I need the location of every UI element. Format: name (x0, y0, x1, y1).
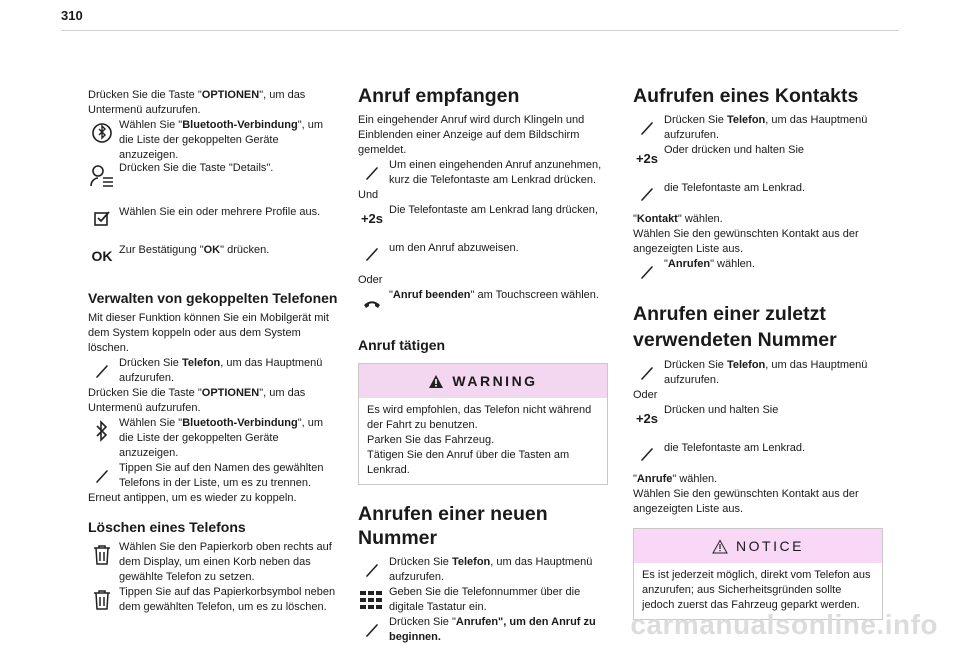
new-step-3 (358, 615, 608, 645)
contact-heading: Aufrufen eines Kontakts (633, 85, 859, 107)
text: Drücken Sie (389, 556, 452, 568)
trash-icon (88, 585, 116, 615)
header-rule (61, 30, 899, 31)
warning-body (359, 398, 607, 484)
options-term: OPTIONEN (201, 89, 260, 101)
text: ", um die Liste der gekoppelten Geräte anzuzeigen. (119, 417, 324, 459)
manage-step-tap (88, 461, 338, 491)
delete-text-1: Wählen Sie den Papierkorb oben rechts auf dem Display, um einen Korb neben das gewählte Telefon zu setzen. (119, 541, 332, 583)
notice-label: NOTICE (736, 537, 804, 554)
text: " wählen. (672, 473, 718, 485)
tap-pen-icon (358, 158, 386, 188)
call-heading: Anruf tätigen (358, 337, 446, 353)
new-number-heading: Anrufen einer neuen Nummer (358, 503, 548, 549)
manage-text: Mit dieser Funktion können Sie ein Mobilgerät mit dem System koppeln oder aus dem System löschen. (88, 312, 329, 354)
step-bluetooth (88, 118, 338, 163)
oder-label: Oder (633, 389, 658, 401)
receive-text: Ein eingehender Anruf wird durch Klingeln und Einblenden einer Anzeige auf dem Bildschirm gemeldet. (358, 114, 585, 156)
text: ", um die Liste der gekoppelten Geräte anzuzeigen. (119, 119, 324, 161)
recent-step-1 (633, 358, 883, 388)
manage-step-telefon (88, 356, 338, 386)
notice-icon (712, 539, 728, 554)
recent-anrufe (633, 472, 883, 487)
watermark: carmanualsonline.info (630, 609, 938, 640)
contact-text-3: die Telefontaste am Lenkrad. (664, 182, 806, 194)
telefon-term: Telefon (726, 359, 766, 371)
warning-line: Tätigen Sie den Anruf über die Tasten am Lenkrad. (367, 449, 570, 476)
details-text: Drücken Sie die Taste "Details". (119, 162, 274, 174)
delete-step-2 (88, 585, 338, 615)
contact-select: Wählen Sie den gewünschten Kontakt aus der angezeigten Liste aus. (633, 228, 859, 255)
notice-body: Es ist jederzeit möglich, direkt vom Telefon aus anzurufen; aus Sicherheitsgründen sollte jedoch zuerst das Fahrzeug geparkt werden. (642, 569, 871, 611)
column-1 (88, 88, 338, 615)
tap-pen-icon (88, 461, 116, 491)
steering-phone-button-icon: +2s (635, 410, 659, 426)
notice-box (633, 528, 883, 620)
tap-pen-icon (358, 615, 386, 645)
manage-step-bluetooth (88, 416, 338, 461)
text: Drücken Sie (664, 114, 727, 126)
text: , um das Hauptmenü aufzurufen. (664, 114, 868, 141)
text: " am Touchscreen wählen. (470, 289, 599, 301)
text: , um das Hauptmenü aufzurufen. (119, 357, 323, 384)
warning-box (358, 363, 608, 485)
text: " wählen. (710, 258, 755, 270)
notice-header (634, 529, 882, 563)
contact-step-1 (633, 113, 883, 143)
receive-step-1 (358, 158, 608, 188)
delete-heading: Löschen eines Telefons (88, 519, 246, 535)
text: , um das Hauptmenü aufzurufen. (664, 359, 868, 386)
delete-step-1 (88, 540, 338, 585)
tap-pen-icon (633, 358, 661, 388)
text: Wählen Sie " (119, 119, 183, 131)
recent-text-3: die Telefontaste am Lenkrad. (664, 442, 806, 454)
receive-heading: Anruf empfangen (358, 85, 520, 107)
warning-icon (428, 374, 444, 389)
details-icon (88, 161, 116, 191)
text: ", um das Untermenü aufzurufen. (88, 89, 306, 116)
ok-icon: OK (91, 247, 113, 264)
recent-heading: Anrufen einer zuletzt verwendeten Nummer (633, 303, 837, 351)
und-label: Und (358, 189, 379, 201)
receive-text-3: um den Anruf abzuweisen. (389, 242, 519, 254)
warning-line: Es wird empfohlen, das Telefon nicht während der Fahrt zu benutzen. (367, 404, 592, 431)
checkbox-icon (88, 203, 116, 233)
recent-select: Wählen Sie den gewünschten Kontakt aus der angezeigten Liste aus. (633, 488, 859, 515)
text: Drücken Sie die Taste " (88, 387, 202, 399)
tap-pen-icon (358, 239, 386, 269)
step-ok (88, 241, 338, 271)
warning-header (359, 364, 607, 398)
manage-heading: Verwalten von gekoppelten Telefonen (88, 290, 338, 306)
new-step-1 (358, 555, 608, 585)
text: " (664, 258, 668, 270)
contact-step-anrufen (633, 257, 883, 287)
anrufen-term: Anrufen", um den Anruf zu beginnen. (389, 616, 596, 643)
contact-step-2 (633, 143, 883, 173)
recent-text-2: Drücken und halten Sie (664, 404, 779, 416)
text: " (633, 213, 637, 225)
text: " (633, 473, 637, 485)
text: Drücken Sie (119, 357, 182, 369)
anrufe-term: Anrufe (636, 473, 673, 485)
bluetooth-term: Bluetooth-Verbindung (182, 119, 298, 131)
recent-step-3 (633, 439, 883, 469)
bluetooth-term: Bluetooth-Verbindung (182, 417, 298, 429)
trash-icon (88, 540, 116, 570)
step-details (88, 161, 338, 191)
manage-again: Erneut antippen, um es wieder zu koppeln. (88, 492, 297, 504)
page-number: 310 (61, 8, 83, 23)
text: " (389, 289, 393, 301)
tap-pen-icon (88, 356, 116, 386)
tap-pen-icon (358, 555, 386, 585)
options-paragraph (88, 88, 338, 118)
options-term: OPTIONEN (201, 387, 260, 399)
hang-up-icon (358, 288, 386, 318)
bluetooth-icon (88, 416, 116, 446)
receive-step-3 (358, 239, 608, 269)
contact-step-3 (633, 179, 883, 209)
steering-phone-button-icon: +2s (360, 210, 384, 226)
telefon-term: Telefon (181, 357, 221, 369)
anrufen-term: Anrufen (667, 258, 711, 270)
tap-text: Tippen Sie auf den Namen des gewählten Telefons in der Liste, um es zu trennen. (119, 462, 324, 489)
new-text-2: Geben Sie die Telefonnummer über die digitale Tastatur ein. (389, 586, 581, 613)
receive-step-2 (358, 203, 608, 233)
tap-pen-icon (633, 439, 661, 469)
recent-step-2 (633, 403, 883, 433)
receive-text-2: Die Telefontaste am Lenkrad lang drücken, (389, 204, 598, 216)
text: " wählen. (677, 213, 723, 225)
bluetooth-wifi-icon (88, 118, 116, 148)
text: Drücken Sie die Taste " (88, 89, 202, 101)
text: , um das Hauptmenü aufzurufen. (389, 556, 593, 583)
end-call-term: Anruf beenden (392, 289, 471, 301)
telefon-term: Telefon (726, 114, 766, 126)
manage-options (88, 386, 338, 416)
tap-pen-icon (633, 113, 661, 143)
receive-step-4 (358, 288, 608, 318)
text: ", um das Untermenü aufzurufen. (88, 387, 306, 414)
text: Zur Bestätigung " (119, 244, 204, 256)
text: Drücken Sie " (389, 616, 456, 628)
keypad-icon (358, 585, 386, 615)
kontakt-term: Kontakt (636, 213, 678, 225)
warning-label: WARNING (452, 372, 538, 389)
oder-label: Oder (358, 274, 383, 286)
tap-pen-icon (633, 257, 661, 287)
step-profile (88, 203, 338, 233)
warning-line: Parken Sie das Fahrzeug. (367, 434, 495, 446)
delete-text-2: Tippen Sie auf das Papierkorbsymbol neben dem gewählten Telefon, um es zu löschen. (119, 586, 336, 613)
telefon-term: Telefon (451, 556, 491, 568)
contact-text-2: Oder drücken und halten Sie (664, 144, 805, 156)
text: Wählen Sie " (119, 417, 183, 429)
text: " drücken. (220, 244, 270, 256)
text: Drücken Sie (664, 359, 727, 371)
tap-pen-icon (633, 179, 661, 209)
profile-text: Wählen Sie ein oder mehrere Profile aus. (119, 206, 321, 218)
column-3 (633, 84, 883, 620)
steering-phone-button-icon: +2s (635, 150, 659, 166)
ok-term: OK (203, 244, 221, 256)
column-2 (358, 84, 608, 645)
contact-kontakt (633, 212, 883, 227)
receive-text-1: Um einen eingehenden Anruf anzunehmen, kurz die Telefontaste am Lenkrad drücken. (389, 159, 602, 186)
new-step-2 (358, 585, 608, 615)
